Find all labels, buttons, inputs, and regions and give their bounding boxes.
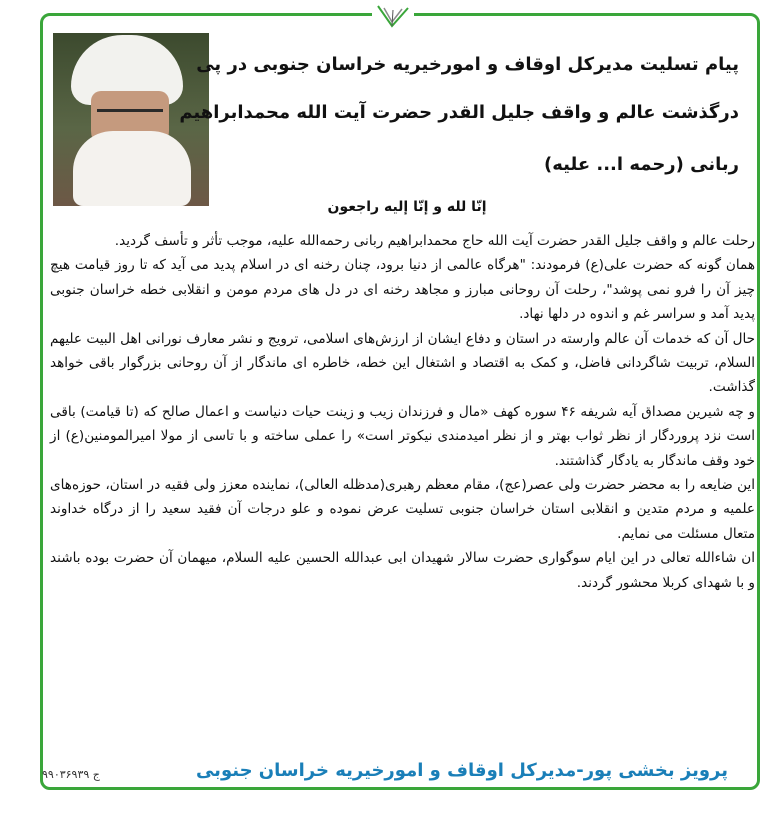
notice-body — [50, 229, 755, 595]
paragraph: حال آن که خدمات آن عالم وارسته در استان و دفاع ایشان از ارزش‌های اسلامی، ترویج و نشر معارف نورانی اهل البیت علیهم السلام، تربیت شاگردانی فاضل، و کمک به اقتصاد و اشتغال این خطه، خاطره ای ماندگار از آن روحانی بزرگوار باقی خواهد گذاشت. — [50, 330, 755, 396]
paragraph: رحلت عالم و واقف جلیل القدر حضرت آیت الله حاج محمدابراهیم ربانی رحمه‌الله علیه، موجب تأثر و تأسف گردید. — [114, 233, 755, 249]
paragraph: این ضایعه را به محضر حضرت ولی عصر(عج)، مقام معظم رهبری(مدظله العالی)، نماینده معزز ولی فقیه در استان، حوزه‌های علمیه و مردم متدین و انقلابی استان خراسان جنوبی تسلیت عرض نموده و علو درجات آن فقید سعید را از درگاه خداوند متعال مسئلت می نمایم. — [50, 477, 755, 542]
heading-line-3: ربانی (رحمه ا... علیه) — [543, 154, 739, 175]
glasses-shape — [97, 109, 163, 118]
beard-shape — [73, 131, 191, 206]
paragraph: و چه شیرین مصداق آیه شریفه ۴۶ سوره کهف «مال و فرزندان زیب و زینت حیات دنیاست و اعمال صالح که (تا قیامت) باقی است نزد پروردگار از نظر ثواب بهتر و از نظر امیدمندی نیکوتر است» را عملی ساخته و با تاسی از مولا امیرالمومنین(ع) از خود وقف ماندگار به یادگار گذاشتند. — [50, 403, 755, 469]
paragraph: همان گونه که حضرت علی(ع) فرمودند: "هرگاه عالمی از دنیا برود، چنان رخنه ای در اسلام پدید می آید که تا روز قیامت هیچ چیز آن را فرو نمی پوشد"، رحلت آن روحانی مبارز و مجاهد رخنه ای در دل های مردم مومن و انقلابی خطه خراسان جنوبی پدید آمد و سراسر غم و اندوه در دلها نهاد. — [50, 257, 755, 323]
feather-ornament-icon — [372, 4, 414, 30]
paragraph: ان شاءالله تعالی در این ایام سوگواری حضرت سالار شهیدان ابی عبدالله الحسین علیه السلام، میهمان آن حضرت بوده باشند و با شهدای کربلا محشور گردند. — [50, 550, 755, 591]
quran-verse: إنّا لله و إنّا إلیه راجعون — [327, 199, 487, 215]
ad-code: ج ۹۹۰۳۶۹۳۹ — [42, 768, 100, 781]
heading-line-1: پیام تسلیت مدیرکل اوقاف و امورخیریه خراسان جنوبی در پی — [196, 54, 739, 75]
heading-line-2: درگذشت عالم و واقف جلیل القدر حضرت آیت الله محمدابراهیم — [179, 102, 739, 123]
signature: پرویز بخشی پور-مدیرکل اوقاف و امورخیریه خراسان جنوبی — [195, 760, 728, 781]
